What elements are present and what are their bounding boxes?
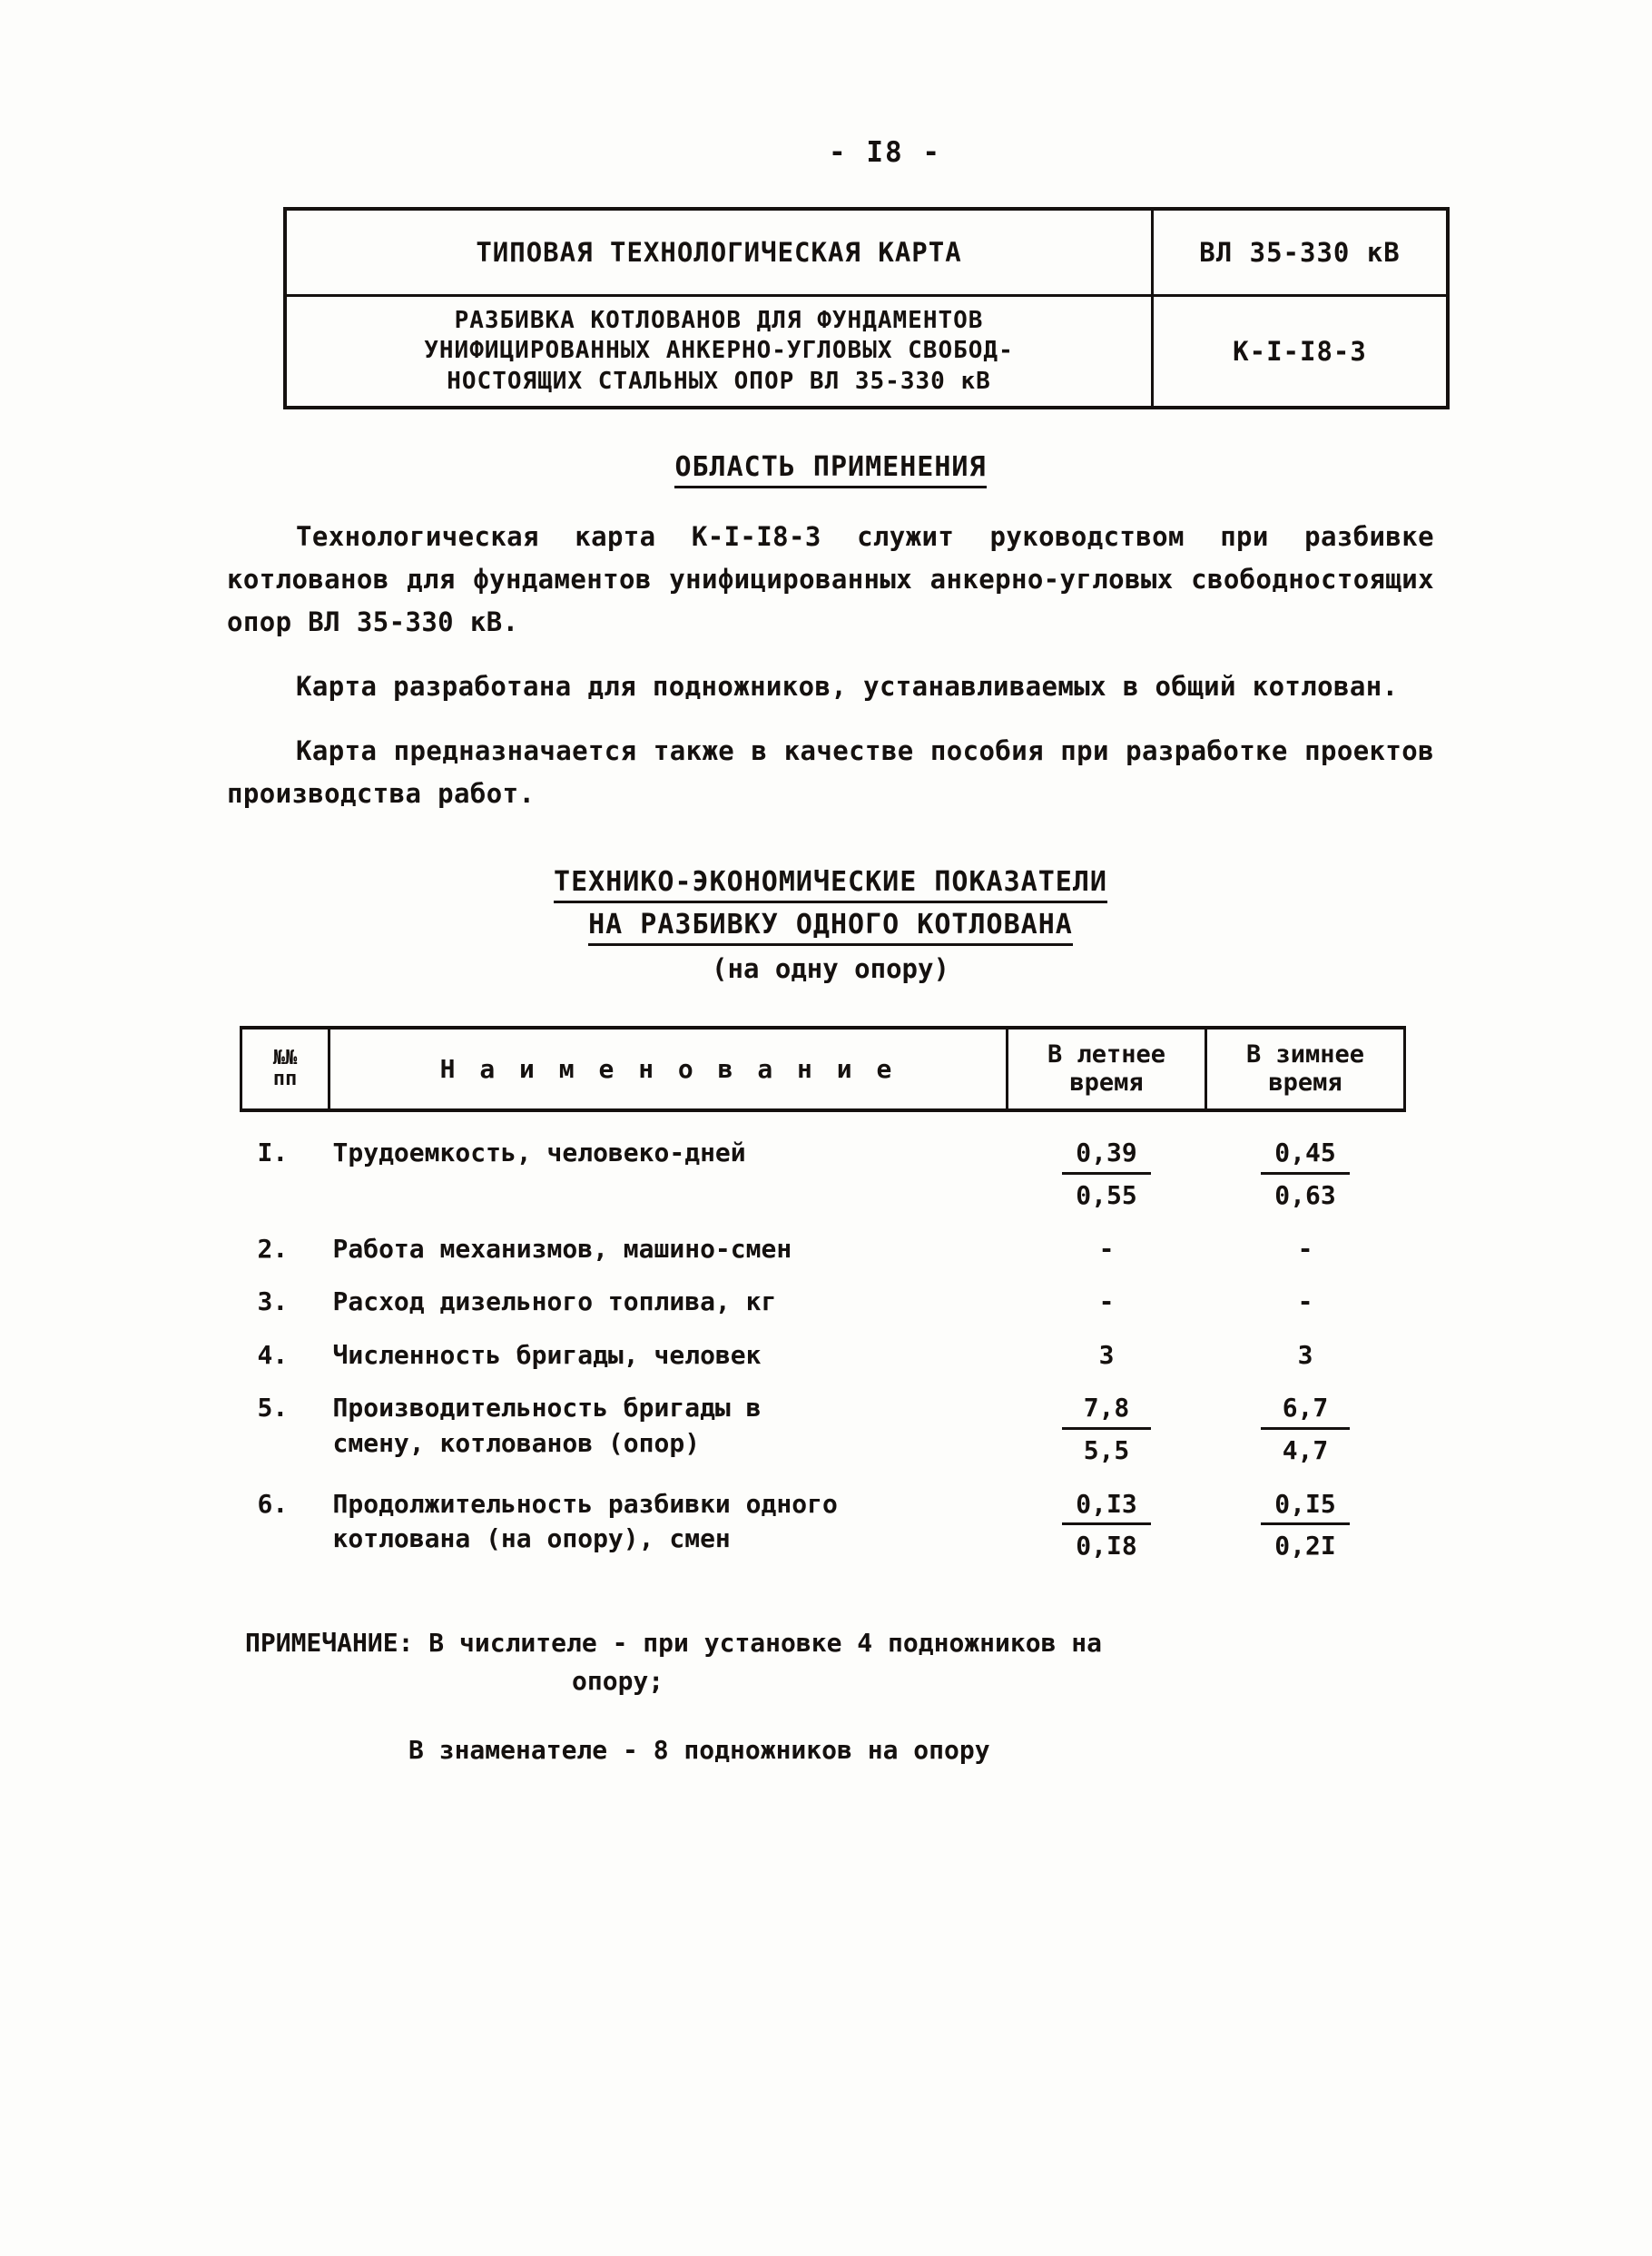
row-summer-denominator: 0,I8 [1076,1531,1137,1561]
column-header-summer [1008,1028,1206,1111]
row-number: 5. [257,1393,289,1424]
row-name-line: Расход дизельного топлива, кг [332,1286,777,1317]
column-header-number-line-2: пп [272,1068,298,1091]
table-row [241,1474,1405,1570]
indicators-header-row [241,1028,1405,1111]
scope-paragraph-1-text: Технологическая карта К-I-I8-3 служит руководством при разбивке котлованов для фундаментов унифицированных анкерно-угловых свободностоящих опор ВЛ 35-330 кВ. [227,520,1434,637]
row-winter-value [1206,1110,1405,1218]
row-summer-denominator: 0,55 [1076,1179,1137,1210]
row-summer-denominator: 5,5 [1083,1435,1130,1466]
row-name-line: Производительность бригады в [332,1393,762,1424]
indicators-table-body [241,1110,1405,1570]
row-name-line: котлована (на опору), смен [332,1523,731,1554]
column-header-name: Н а и м е н о в а н и е [329,1028,1008,1111]
header-table-row-subtitle [285,296,1448,408]
row-number: 4. [257,1339,289,1370]
column-header-winter-line-2: время [1268,1069,1342,1098]
row-name-line: Трудоемкость, человеко-дней [332,1138,746,1168]
row-winter-value: - [1297,1286,1313,1317]
page-number: - I8 - [829,136,941,169]
row-name [329,1272,1008,1325]
indicators-table-head [241,1028,1405,1111]
row-summer-value: - [1098,1286,1115,1317]
row-winter-value [1206,1474,1405,1570]
table-row [241,1325,1405,1379]
indicators-heading [227,866,1434,941]
column-header-number [241,1028,329,1111]
indicators-table [240,1026,1406,1570]
row-winter-value: 3 [1297,1339,1313,1370]
row-winter-value: - [1297,1233,1313,1264]
row-summer-numerator: 0,39 [1062,1136,1151,1175]
page-content [227,136,1434,1769]
row-number: 2. [257,1233,289,1264]
indicators-heading-line-1-text: ТЕХНИКО-ЭКОНОМИЧЕСКИЕ ПОКАЗАТЕЛИ [554,866,1107,903]
row-winter-denominator: 4,7 [1282,1435,1329,1466]
row-number: I. [257,1138,289,1168]
row-number: 3. [257,1286,289,1317]
scope-paragraph-3 [227,730,1434,815]
header-card-code-cell: К-I-I8-3 [1153,296,1449,408]
row-summer-numerator: 0,I3 [1062,1487,1151,1526]
scope-paragraph-2-text: Карта разработана для подножников, устанавливаемых в общий котлован. [296,670,1399,702]
row-summer-numerator: 7,8 [1062,1391,1151,1430]
row-summer-value: - [1098,1233,1115,1264]
table-row [241,1272,1405,1325]
row-name [329,1325,1008,1379]
row-name-line: Численность бригады, человек [332,1339,762,1370]
table-row [241,1378,1405,1473]
row-number: 6. [257,1488,289,1519]
row-winter-denominator: 0,63 [1274,1179,1336,1210]
column-header-summer-line-2: время [1069,1069,1144,1098]
header-subtitle-line-2: УНИФИЦИРОВАННЫХ АНКЕРНО-УГЛОВЫХ СВОБОД- [424,337,1014,365]
row-summer-value [1008,1378,1206,1473]
row-summer-value: 3 [1098,1339,1115,1370]
header-table [283,207,1450,409]
row-name [329,1219,1008,1273]
column-header-winter [1206,1028,1405,1111]
header-voltage-cell: ВЛ 35-330 кВ [1153,209,1449,296]
column-header-number-line-1: №№ [272,1047,298,1070]
table-row [241,1219,1405,1273]
header-table-row-title [285,209,1448,296]
row-winter-numerator: 0,45 [1261,1136,1350,1175]
header-subtitle-line-3: НОСТОЯЩИХ СТАЛЬНЫХ ОПОР ВЛ 35-330 кВ [447,367,991,395]
table-row [241,1110,1405,1218]
row-name [329,1110,1008,1218]
indicators-heading-line-2-text: НА РАЗБИВКУ ОДНОГО КОТЛОВАНА [588,909,1073,946]
row-winter-numerator: 0,I5 [1261,1487,1350,1526]
table-note-line-1: ПРИМЕЧАНИЕ: В числителе - при установке 4 подножников на [245,1627,1103,1658]
table-note [245,1624,1434,1769]
row-name-line: Работа механизмов, машино-смен [332,1233,792,1264]
scope-paragraph-1 [227,516,1434,644]
table-note-line-3: В знаменателе - 8 подножников на опору [408,1734,990,1765]
indicators-subnote: (на одну опору) [712,952,949,984]
row-name-line: смену, котлованов (опор) [332,1428,701,1459]
header-subtitle-cell [285,296,1153,408]
indicators-heading-line-1 [227,866,1434,898]
row-summer-value [1008,1474,1206,1570]
column-header-winter-line-1: В зимнее [1245,1039,1365,1069]
row-name [329,1474,1008,1570]
row-winter-value [1206,1378,1405,1473]
scope-heading [227,451,1434,483]
row-name [329,1378,1008,1473]
scope-heading-text: ОБЛАСТЬ ПРИМЕНЕНИЯ [674,451,986,488]
row-name-line: Продолжительность разбивки одного [332,1488,838,1519]
row-winter-denominator: 0,2I [1274,1531,1336,1561]
scope-paragraph-3-text: Карта предназначается также в качестве пособия при разработке проектов производства работ. [227,734,1434,809]
header-subtitle-line-1: РАЗБИВКА КОТЛОВАНОВ ДЛЯ ФУНДАМЕНТОВ [454,307,984,334]
row-winter-numerator: 6,7 [1261,1391,1350,1430]
column-header-summer-line-1: В летнее [1047,1039,1166,1069]
scope-paragraph-2 [227,665,1434,708]
row-summer-value [1008,1110,1206,1218]
table-note-line-2: опору; [572,1665,664,1696]
indicators-heading-line-2 [227,909,1434,941]
header-title-cell: ТИПОВАЯ ТЕХНОЛОГИЧЕСКАЯ КАРТА [285,209,1153,296]
